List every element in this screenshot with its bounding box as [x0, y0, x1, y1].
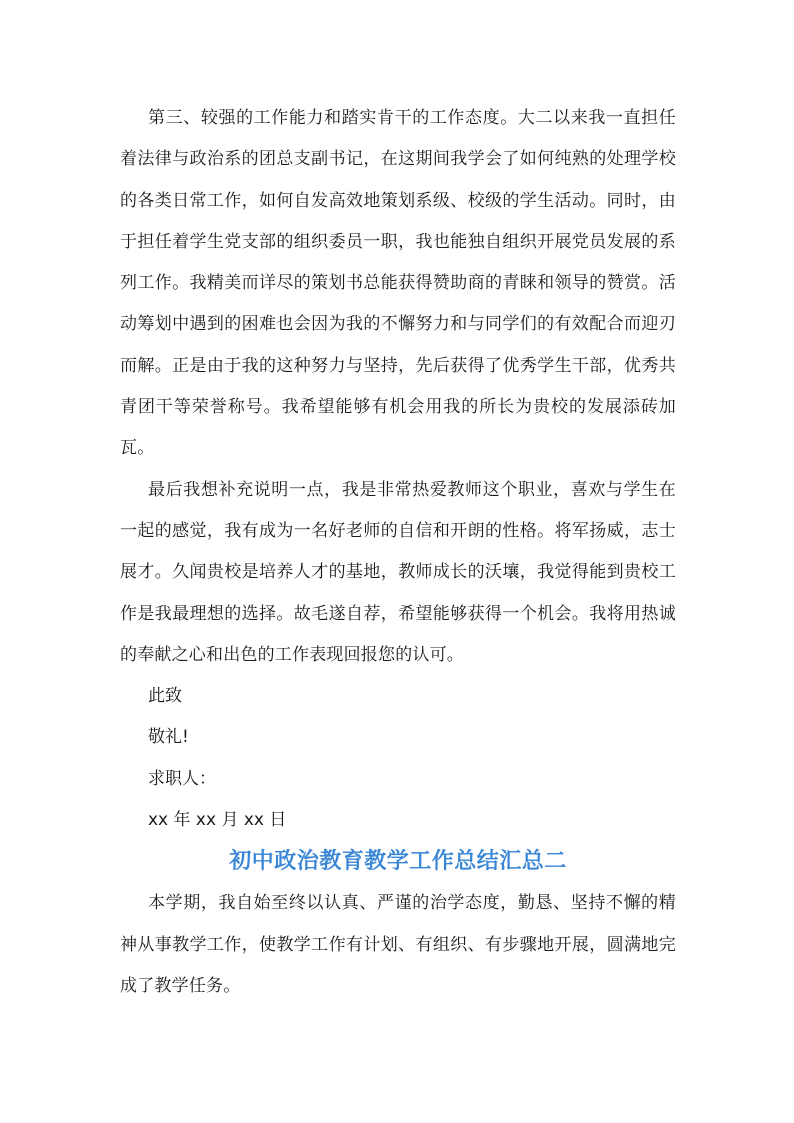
paragraph-semester-summary: 本学期，我自始至终以认真、严谨的治学态度，勤恳、坚持不懈的精神从事教学工作，使教学工作有计划、有组织、有步骤地开展，圆满地完成了教学任务。 [120, 893, 676, 996]
paragraph-closing-statement: 最后我想补充说明一点，我是非常热爱教师这个职业，喜欢与学生在一起的感觉，我有成为一名好老师的自信和开朗的性格。将军扬威，志士展才。久闻贵校是培养人才的基地，教师成长的沃壤，我觉得能到贵校工作是我最理想的选择。故毛遂自荐，希望能够获得一个机会。我将用热诚的奉献之心和出色的工作表现回报您的认可。 [120, 479, 676, 665]
paragraph-work-ability: 第三、较强的工作能力和踏实肯干的工作态度。大二以来我一直担任着法律与政治系的团总支副书记，在这期间我学会了如何纯熟的处理学校的各类日常工作，如何自发高效地策划系级、校级的学生活动。同时，由于担任着学生党支部的组织委员一职，我也能独自组织开展党员发展的系列工作。我精美而详尽的策划书总能获得赞助商的青睐和领导的赞赏。活动筹划中遇到的困难也会因为我的不懈努力和与同学们的有效配合而迎刃而解。正是由于我的这种努力与坚持，先后获得了优秀学生干部，优秀共青团干等荣誉称号。我希望能够有机会用我的所长为贵校的发展添砖加瓦。 [120, 108, 676, 459]
document-page [120, 98, 676, 1007]
closing-salutation: 此致 [148, 686, 182, 707]
applicant-label: 求职人： [148, 768, 216, 789]
date-line: xx 年 xx 月 xx 日 [148, 810, 287, 831]
section-title: 初中政治教育教学工作总结汇总二 [229, 849, 567, 875]
closing-regards: 敬礼! [148, 727, 189, 748]
